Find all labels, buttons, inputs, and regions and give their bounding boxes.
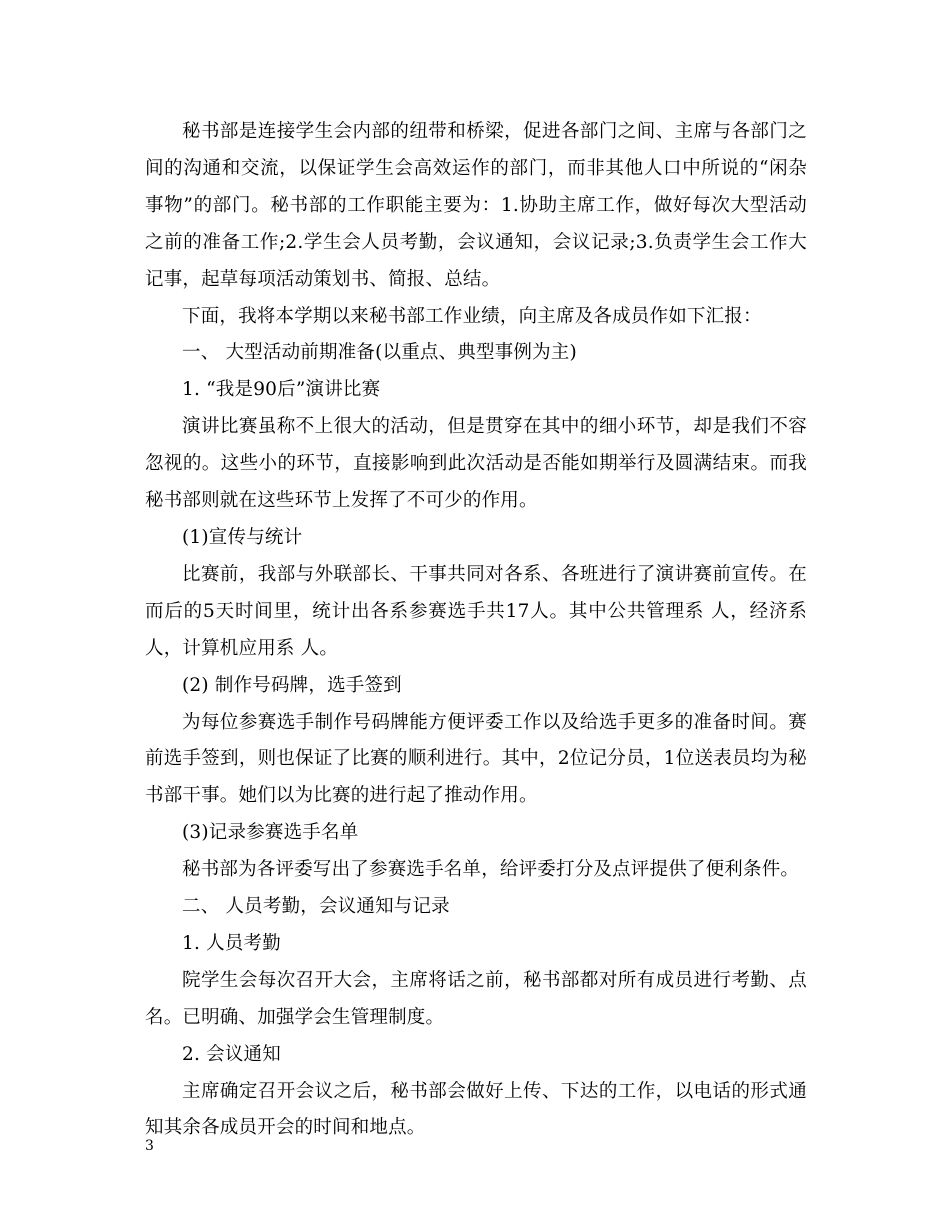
paragraph-report-lead: 下面，我将本学期以来秘书部工作业绩，向主席及各成员作如下汇报： [182,305,762,327]
document-body [145,114,807,1147]
section-heading-2: 二、 人员考勤，会议通知与记录 [182,896,450,918]
paragraph-intro: 秘书部是连接学生会内部的纽带和桥梁，促进各部门之间、主席与各部门之间的沟通和交流，以保证学生会高效运作的部门，而非其他人口中所说的“闲杂事物”的部门。秘书部的工作职能主要为：1.协助主席工作，做好每次大型活动之前的准备工作;2.学生会人员考勤，会议通知，会议记录;3.负责学生会工作大记事，起草每项活动策划书、简报、总结。 [145,121,807,290]
section-heading-1: 一、 大型活动前期准备(以重点、典型事例为主) [182,342,577,364]
paragraph-contestant-list: 秘书部为各评委写出了参赛选手名单，给评委打分及点评提供了便利条件。 [182,859,800,881]
paragraph-meeting-notice: 主席确定召开会议之后，秘书部会做好上传、下达的工作，以电话的形式通知其余各成员开会的时间和地点。 [145,1080,807,1139]
subsection-heading-attendance: 1. 人员考勤 [182,932,281,954]
page-number: 3 [145,1138,154,1154]
paragraph-number-plates: 为每位参赛选手制作号码牌能方便评委工作以及给选手更多的准备时间。赛前选手签到，则也保证了比赛的顺利进行。其中，2位记分员，1位送表员均为秘书部干事。她们以为比赛的进行起了推动作用。 [145,711,807,807]
paragraph-attendance: 院学生会每次召开大会，主席将话之前，秘书部都对所有成员进行考勤、点名。已明确、加强学会生管理制度。 [145,969,807,1028]
subsection-heading-meeting-notice: 2. 会议通知 [182,1043,281,1065]
subsection-heading-speech-contest: 1. “我是90后”演讲比赛 [182,379,381,401]
paragraph-publicity: 比赛前，我部与外联部长、干事共同对各系、各班进行了演讲赛前宣传。在而后的5天时间里，统计出各系参赛选手共17人。其中公共管理系 人，经济系 人，计算机应用系 人。 [145,563,807,659]
item-heading-number-plates: (2) 制作号码牌，选手签到 [182,674,402,696]
item-heading-publicity: (1)宣传与统计 [182,526,303,548]
paragraph-speech-contest: 演讲比赛虽称不上很大的活动，但是贯穿在其中的细小环节，却是我们不容忽视的。这些小的环节，直接影响到此次活动是否能如期举行及圆满结束。而我秘书部则就在这些环节上发挥了不可少的作用。 [145,416,807,512]
item-heading-contestant-list: (3)记录参赛选手名单 [182,822,359,844]
